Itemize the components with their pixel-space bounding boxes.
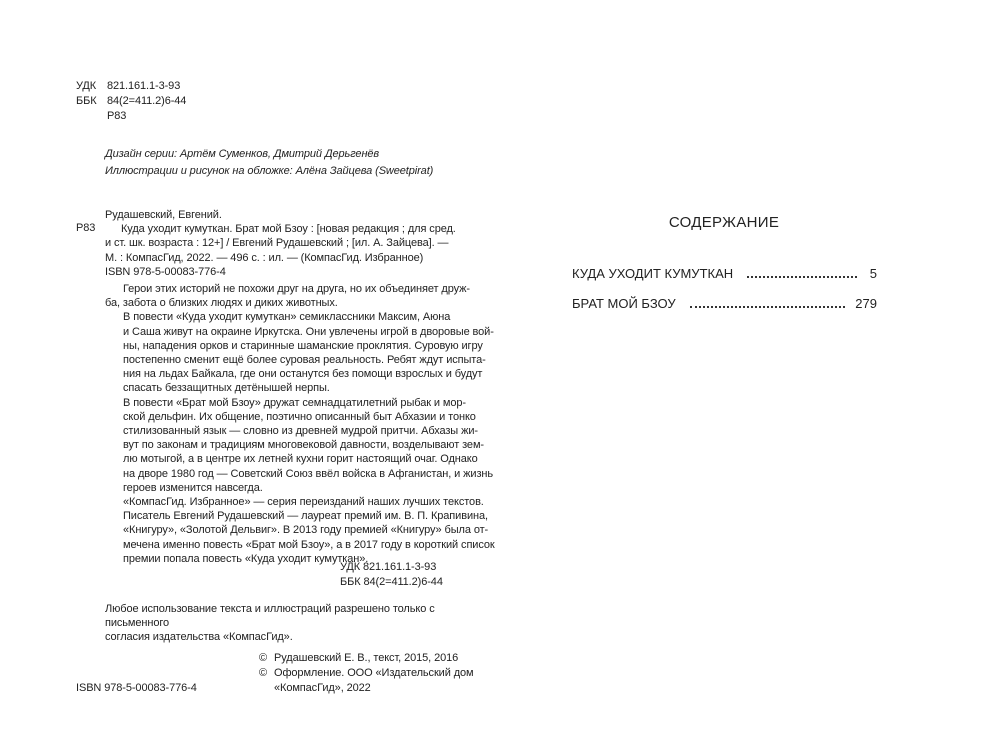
rights-notice (105, 602, 465, 645)
annotation-paragraph-3: В повести «Брат мой Бзоу» дружат семнадцатилетний рыбак и мор- ской дельфин. Их общение, поэтично описанный быт Абхазии и тонко стилизованный язык — словно из древней мудрой притчи. Абхазы жи- вут по законам и традициям многовековой давности, возделывают зем- лю мотыгой, а в центре их летней кухни горит настоящий очаг. Однако на дворе 1980 год — Советский Союз ввёл войска в Афганистан, и жизнь героев изменится навсегда. (123, 396, 493, 494)
udk-value: 821.161.1-3-93 (107, 80, 181, 92)
copyright-symbol: © (259, 667, 268, 679)
catalog-entry (105, 208, 460, 279)
udk-bottom: УДК 821.161.1-3-93 (340, 561, 437, 573)
toc-entry[interactable] (572, 266, 877, 282)
rights-line: Любое использование текста и иллюстраций разрешено только с письменного (105, 603, 435, 630)
copyright-symbol: © (259, 652, 268, 664)
author-mark-row (76, 109, 186, 124)
toc-entry-title: БРАТ МОЙ БЗОУ (572, 296, 676, 311)
toc-dot-leader (747, 276, 857, 278)
catalog-code: Р83 (76, 222, 96, 234)
classification-codes-bottom (340, 560, 443, 590)
copyright-design-row-2 (259, 681, 474, 696)
credits (105, 147, 433, 181)
toc-entry-page: 5 (869, 266, 877, 281)
catalog-line: Куда уходит кумуткан. Брат мой Бзоу : [новая редакция ; для сред. (121, 223, 456, 236)
bbk-label: ББК (76, 95, 97, 107)
copyright-design-row (259, 666, 474, 681)
copyright-text: Рудашевский Е. В., текст, 2015, 2016 (274, 652, 459, 664)
udk-row (76, 79, 186, 94)
annotation (105, 282, 495, 566)
illustrations-credit: Иллюстрации и рисунок на обложке: Алёна Зайцева (Sweetpirat) (105, 165, 434, 177)
toc-entry-title: КУДА УХОДИТ КУМУТКАН (572, 266, 734, 281)
bbk-row (76, 94, 186, 109)
catalog-isbn: ISBN 978-5-00083-776-4 (105, 265, 226, 278)
catalog-line: и ст. шк. возраста : 12+] / Евгений Рудашевский ; [ил. А. Зайцева]. — (105, 237, 449, 250)
catalog-author: Рудашевский, Евгений. (105, 209, 222, 221)
udk-label: УДК (76, 80, 97, 92)
copyright-text-row (259, 651, 474, 666)
annotation-paragraph-2: В повести «Куда уходит кумуткан» семиклассники Максим, Аюна и Саша живут на окраине Иркутска. Они увлечены игрой в дворовые вой- ны, нападения орков и старинные шаманские проклятия. Суровую игру постепенно сменит ещё более суровая реальность. Ребят ждут испыта- ния на льдах Байкала, где они останутся без помощи взрослых и будут спасать беззащитных детёнышей нерпы. (123, 311, 494, 395)
copyright-design-cont: «КомпасГид», 2022 (274, 682, 371, 694)
toc-entry-page: 279 (855, 296, 877, 311)
classification-codes (76, 79, 186, 124)
copyright-design: Оформление. ООО «Издательский дом (274, 667, 474, 679)
toc-dot-leader (690, 306, 846, 308)
rights-line: согласия издательства «КомпасГид». (105, 631, 293, 644)
isbn-bottom: ISBN 978-5-00083-776-4 (76, 682, 197, 694)
annotation-paragraph-4: «КомпасГид. Избранное» — серия переизданий наших лучших текстов. Писатель Евгений Рудашевский — лауреат премий им. В. П. Крапивина, «Книгуру», «Золотой Дельвиг». В 2013 году премией «Книгуру» была от- мечена именно повесть «Брат мой Бзоу», а в 2017 году в короткий список премии попала повесть «Куда уходит кумуткан». (123, 496, 495, 565)
bbk-bottom: ББК 84(2=411.2)6-44 (340, 576, 443, 588)
bbk-value: 84(2=411.2)6-44 (107, 95, 187, 107)
toc-title: СОДЕРЖАНИЕ (668, 214, 780, 231)
series-design-credit: Дизайн серии: Артём Суменков, Дмитрий Дерьгенёв (105, 148, 380, 160)
catalog-line: М. : КомпасГид, 2022. — 496 с. : ил. — (КомпасГид. Избранное) (105, 251, 424, 264)
author-mark: Р83 (107, 110, 127, 122)
annotation-paragraph-1: Герои этих историй не похожи друг на друга, но их объединяет друж- ба, забота о близких людях и диких животных. (105, 283, 470, 310)
toc-entry[interactable] (572, 296, 877, 312)
copyright-block (259, 651, 474, 696)
